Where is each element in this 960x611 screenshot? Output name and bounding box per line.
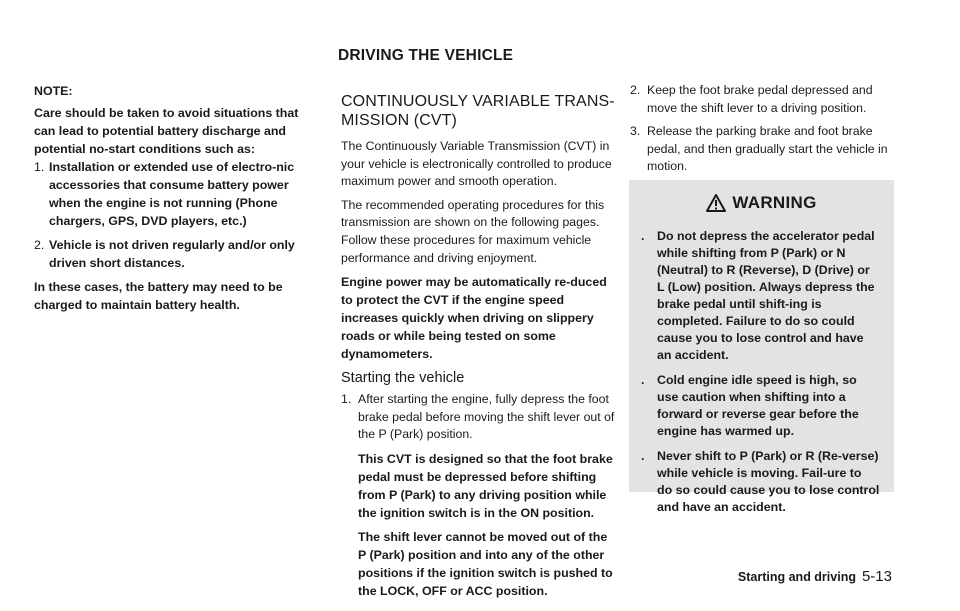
warning-title: WARNING (732, 193, 817, 212)
note-item-number: 2. (34, 238, 45, 252)
step-text: Release the parking brake and foot brake pedal, and then gradually start the vehicle in motion. (647, 124, 888, 174)
step-number: 1. (341, 392, 352, 407)
warning-triangle-icon (706, 194, 726, 212)
note-outro: In these cases, the battery may need to be charged to maintain battery health. (34, 280, 283, 312)
step-text: After starting the engine, fully depress the foot brake pedal before moving the shift lever out of the P (Park) position. (358, 392, 615, 442)
note-item-text: Installation or extended use of electro-nic accessories that consume battery power when the engine is not running (Phone chargers, GPS, DVD players, etc.) (49, 160, 295, 228)
step-bold-note: The shift lever cannot be moved out of the P (Park) position and into any of the other positions if the ignition switch is pushed to the LOCK, OFF or ACC position. (358, 529, 613, 598)
step-number: 2. (630, 83, 641, 97)
warning-box (629, 180, 894, 514)
warning-header (629, 192, 894, 214)
warning-bullet: . (641, 449, 645, 463)
step-item (630, 82, 894, 117)
cvt-paragraph: The recommended operating procedures for this transmission are shown on the following pages. Follow these procedures for maximum vehicle performance and driving enjoyment. (341, 197, 605, 265)
cvt-caution-text: Engine power may be automatically re-duced to protect the CVT if the engine speed increases quickly when driving on slippery roads or while being tested on some dynamometers. (341, 275, 607, 362)
warning-item (641, 448, 880, 516)
note-item (34, 158, 316, 230)
note-item-number: 1. (34, 160, 45, 174)
footer-section-name: Starting and driving (737, 570, 856, 584)
warning-item (641, 372, 880, 440)
page-number: 5-13 (861, 568, 892, 585)
step-bold-note: This CVT is designed so that the foot brake pedal must be depressed before shifting from P (Park) to any driving position while the ignition switch is in the ON position. (358, 451, 613, 520)
step-text: Keep the foot brake pedal depressed and move the shift lever to a driving position. (647, 83, 873, 115)
note-item-text: Vehicle is not driven regularly and/or only driven short distances. (49, 238, 295, 270)
step-number: 3. (630, 124, 641, 139)
note-intro: Care should be taken to avoid situations that can lead to potential battery discharge and potential no-start conditions such as: (34, 106, 299, 156)
warning-item-text: Do not depress the accelerator pedal while shifting from P (Park) or N (Neutral) to R (Reverse), D (Drive) or L (Low) position. Always depress the brake pedal until shift-ing is completed. Failure to do so could cause you to lose control and have an accident. (657, 229, 875, 362)
warning-item-text: Never shift to P (Park) or R (Re-verse) while vehicle is moving. Fail-ure to do so could cause you to lose control and have an accident. (657, 449, 880, 514)
cvt-column (341, 82, 616, 600)
cvt-heading: CONTINUOUSLY VARIABLE TRANS-MISSION (CVT) (341, 93, 615, 129)
note-item (34, 236, 316, 272)
warning-item (641, 228, 880, 364)
steps-column (630, 82, 894, 176)
starting-subheading: Starting the vehicle (341, 370, 465, 387)
page-footer (738, 568, 892, 585)
warning-bullet: . (641, 373, 645, 387)
warning-list (641, 228, 880, 516)
section-title: DRIVING THE VEHICLE (338, 47, 514, 64)
cvt-paragraph: The Continuously Variable Transmission (CVT) in your vehicle is electronically controlled to produce maximum power and smooth operation. (341, 139, 612, 189)
step-item (341, 391, 616, 600)
warning-item-text: Cold engine idle speed is high, so use caution when shifting into a forward or reverse gear before the engine has warmed up. (657, 373, 859, 438)
note-column (34, 82, 316, 314)
warning-bullet: . (641, 229, 645, 243)
note-label: NOTE: (34, 84, 73, 98)
step-item (630, 123, 894, 176)
